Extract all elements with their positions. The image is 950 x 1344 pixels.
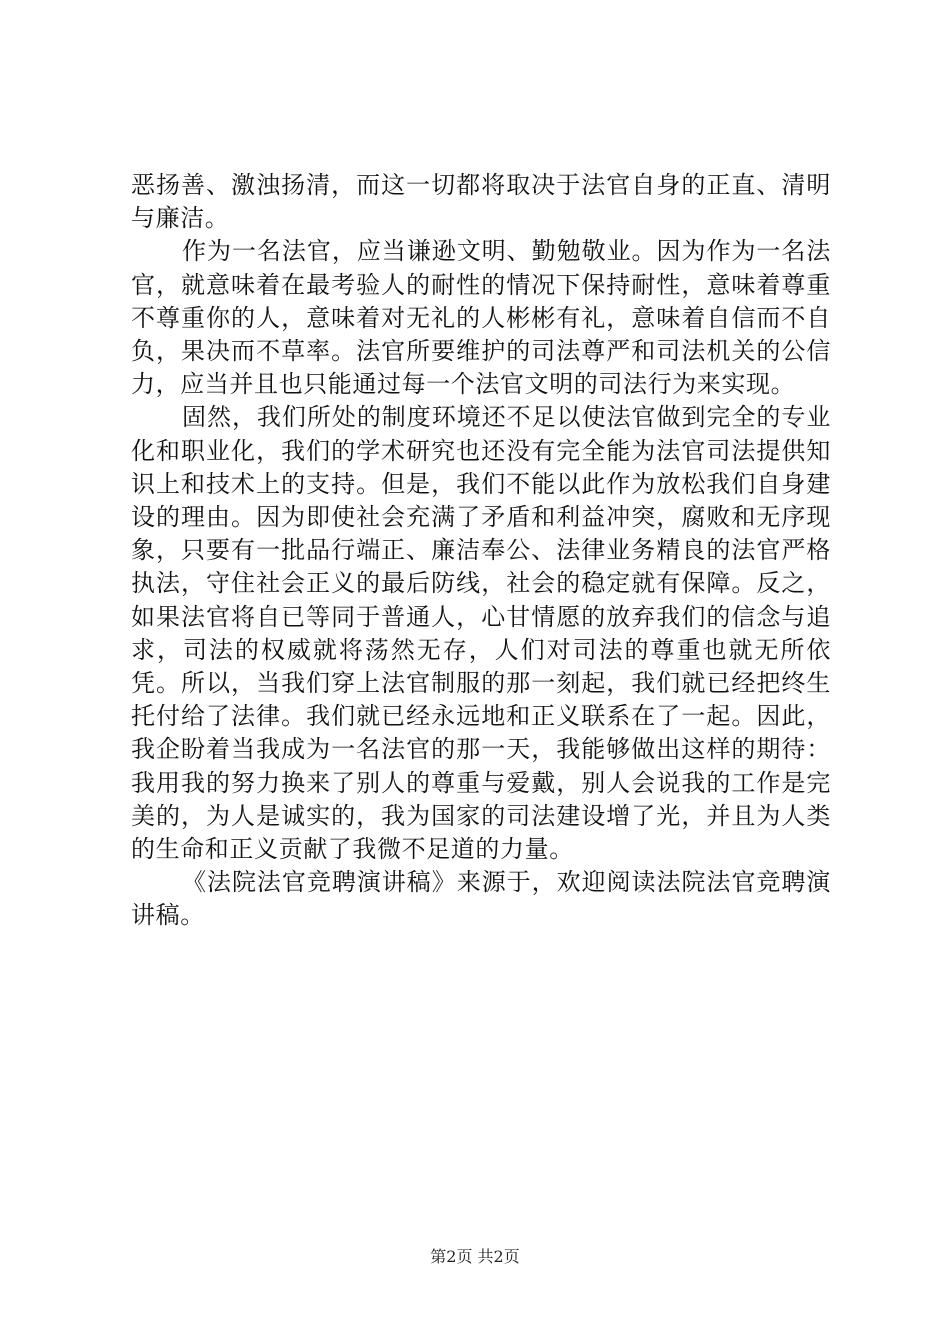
paragraph-continuation: 恶扬善、激浊扬清，而这一切都将取决于法官自身的正直、清明与廉洁。 [131,171,831,233]
paragraph-judge-conduct: 作为一名法官，应当谦逊文明、勤勉敬业。因为作为一名法官，就意味着在最考验人的耐性的情况下保持耐性，意味着尊重不尊重你的人，意味着对无礼的人彬彬有礼，意味着自信而不自负，果决而不草率。法官所要维护的司法尊严和司法机关的公信力，应当并且也只能通过每一个法官文明的司法行为来实现。 [131,237,831,399]
paragraph-judge-commitment: 固然，我们所处的制度环境还不足以使法官做到完全的专业化和职业化，我们的学术研究也还没有完全能为法官司法提供知识上和技术上的支持。但是，我们不能以此作为放松我们自身建设的理由。因为即使社会充满了矛盾和利益冲突，腐败和无序现象，只要有一批品行端正、廉洁奉公、法律业务精良的法官严格执法，守住社会正义的最后防线，社会的稳定就有保障。反之，如果法官将自已等同于普通人，心甘情愿的放弃我们的信念与追求，司法的权威就将荡然无存，人们对司法的尊重也就无所依凭。所以，当我们穿上法官制服的那一刻起，我们就已经把终生托付给了法律。我们就已经永远地和正义联系在了一起。因此，我企盼着当我成为一名法官的那一天，我能够做出这样的期待：我用我的努力换来了别人的尊重与爱戴，别人会说我的工作是完美的，为人是诚实的，我为国家的司法建设增了光，并且为人类的生命和正义贡献了我微不足道的力量。 [131,403,831,864]
document-body [131,169,831,933]
paragraph-source-note: 《法院法官竞聘演讲稿》来源于，欢迎阅读法院法官竞聘演讲稿。 [131,868,831,930]
page-number-footer: 第2页 共2页 [430,1247,520,1266]
